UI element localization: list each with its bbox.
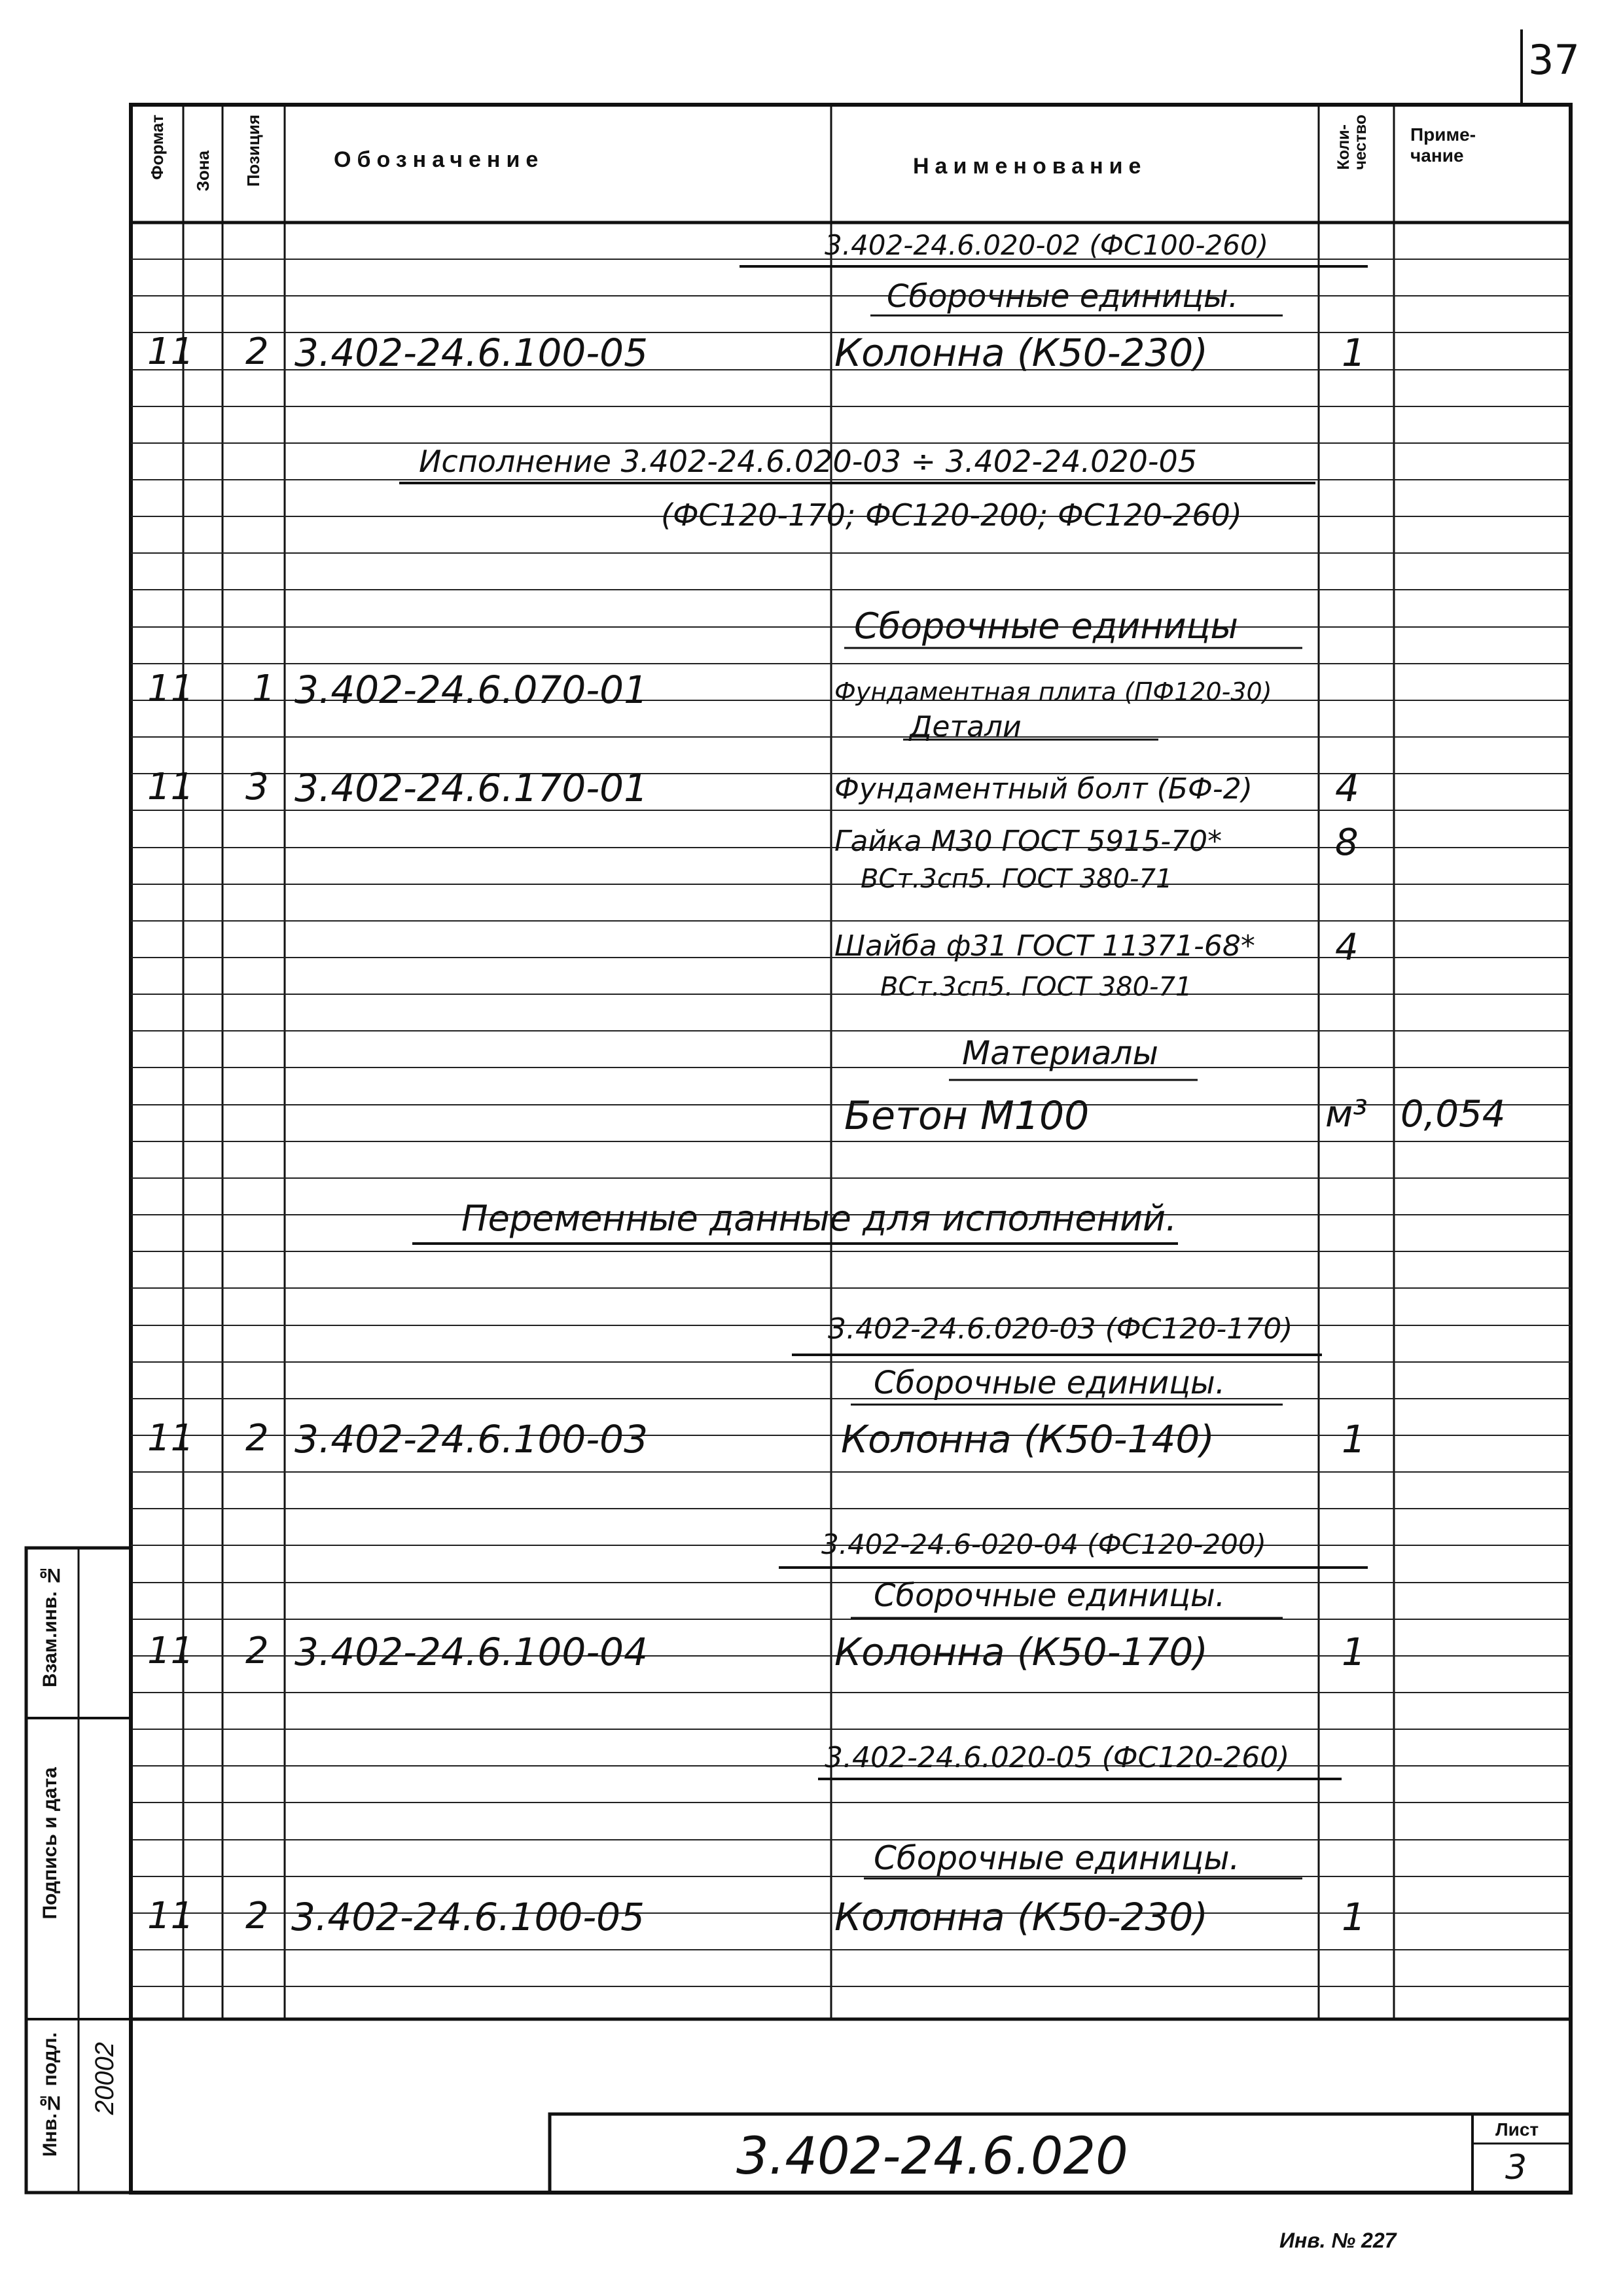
row23-format: 11 xyxy=(147,1895,194,1937)
row8-name: Детали xyxy=(910,710,1022,744)
row12-name: Материалы xyxy=(962,1034,1158,1072)
row10-material: ВСт.3сп5. ГОСТ 380-71 xyxy=(861,864,1173,894)
sheet-label: Лист xyxy=(1495,2119,1539,2140)
row21-name: 3.402-24.6.020-05 (ФС120-260) xyxy=(825,1741,1290,1774)
row6-name: Сборочные единицы xyxy=(854,605,1239,647)
row17-designation: 3.402-24.6.100-03 xyxy=(294,1417,648,1462)
row9-position: 3 xyxy=(245,766,269,808)
row17-qty: 1 xyxy=(1342,1417,1366,1462)
row17-name: Колонна (К50-140) xyxy=(841,1417,1215,1462)
row14-text: Переменные данные для исполнений. xyxy=(461,1198,1177,1239)
row20-name: Колонна (К50-170) xyxy=(834,1630,1208,1674)
row4-text: Исполнение 3.402-24.6.020-03 ÷ 3.402-24.020-05 xyxy=(419,444,1198,479)
row3-name: Колонна (К50-230) xyxy=(834,331,1208,375)
row11-name: Шайба ф31 ГОСТ 11371-68* xyxy=(834,929,1255,963)
row22-name: Сборочные единицы. xyxy=(874,1839,1240,1877)
row13-note: 0,054 xyxy=(1400,1093,1506,1136)
row20-qty: 1 xyxy=(1342,1630,1366,1674)
row7-name: Фундаментная плита (ПФ120-30) xyxy=(834,677,1272,706)
row7-designation: 3.402-24.6.070-01 xyxy=(294,668,648,712)
header-quantity: Коли- чество xyxy=(1334,115,1370,170)
row20-position: 2 xyxy=(245,1630,269,1672)
row5-text: (ФС120-170; ФС120-200; ФС120-260) xyxy=(661,497,1242,533)
row17-format: 11 xyxy=(147,1417,194,1460)
row3-format: 11 xyxy=(147,331,194,373)
row11-qty: 4 xyxy=(1335,926,1359,969)
row10-qty: 8 xyxy=(1335,821,1359,864)
row20-designation: 3.402-24.6.100-04 xyxy=(294,1630,648,1674)
doc-code: 3.402-24.6.020 xyxy=(736,2127,1128,2186)
row23-designation: 3.402-24.6.100-05 xyxy=(291,1895,645,1939)
row7-position: 1 xyxy=(252,668,276,710)
row16-name: Сборочные единицы. xyxy=(874,1365,1226,1401)
row23-qty: 1 xyxy=(1342,1895,1366,1939)
row2-name: Сборочные единицы. xyxy=(887,278,1239,315)
header-note: Приме- чание xyxy=(1410,124,1476,166)
side-label-replaced-inv: Взам.инв. № xyxy=(39,1564,61,1688)
footer-inv-note: Инв. № 227 xyxy=(1279,2229,1397,2252)
row9-qty: 4 xyxy=(1335,766,1359,810)
row7-format: 11 xyxy=(147,668,194,710)
side-inv-value: 20002 xyxy=(90,2042,119,2115)
row13-name: Бетон М100 xyxy=(844,1093,1090,1139)
header-designation: Обозначение xyxy=(334,147,544,172)
side-label-sign-date: Подпись и дата xyxy=(39,1767,61,1920)
row9-name: Фундаментный болт (БФ-2) xyxy=(834,772,1253,806)
page-number: 37 xyxy=(1528,36,1580,84)
header-zone: Зона xyxy=(193,151,213,192)
row11-material: ВСт.3сп5. ГОСТ 380-71 xyxy=(880,972,1192,1002)
row15-name: 3.402-24.6.020-03 (ФС120-170) xyxy=(828,1312,1293,1346)
row13-qty: м³ xyxy=(1325,1093,1368,1136)
row9-format: 11 xyxy=(147,766,194,808)
header-format: Формат xyxy=(147,115,167,180)
header-position: Позиция xyxy=(243,115,263,187)
row3-position: 2 xyxy=(245,331,269,373)
row23-position: 2 xyxy=(245,1895,269,1937)
row18-name: 3.402-24.6-020-04 (ФС120-200) xyxy=(821,1528,1266,1560)
row10-name: Гайка М30 ГОСТ 5915-70* xyxy=(834,825,1222,858)
row3-qty: 1 xyxy=(1342,331,1366,375)
row20-format: 11 xyxy=(147,1630,194,1672)
row3-designation: 3.402-24.6.100-05 xyxy=(294,331,648,375)
sheet-value: 3 xyxy=(1505,2148,1527,2187)
row23-name: Колонна (К50-230) xyxy=(834,1895,1208,1939)
row9-designation: 3.402-24.6.170-01 xyxy=(294,766,648,810)
side-label-inv-no: Инв.№ подл. xyxy=(39,2032,61,2157)
row19-name: Сборочные единицы. xyxy=(874,1577,1226,1614)
row17-position: 2 xyxy=(245,1417,269,1460)
header-name: Наименование xyxy=(913,154,1147,179)
row1-name: 3.402-24.6.020-02 (ФС100-260) xyxy=(825,229,1269,261)
